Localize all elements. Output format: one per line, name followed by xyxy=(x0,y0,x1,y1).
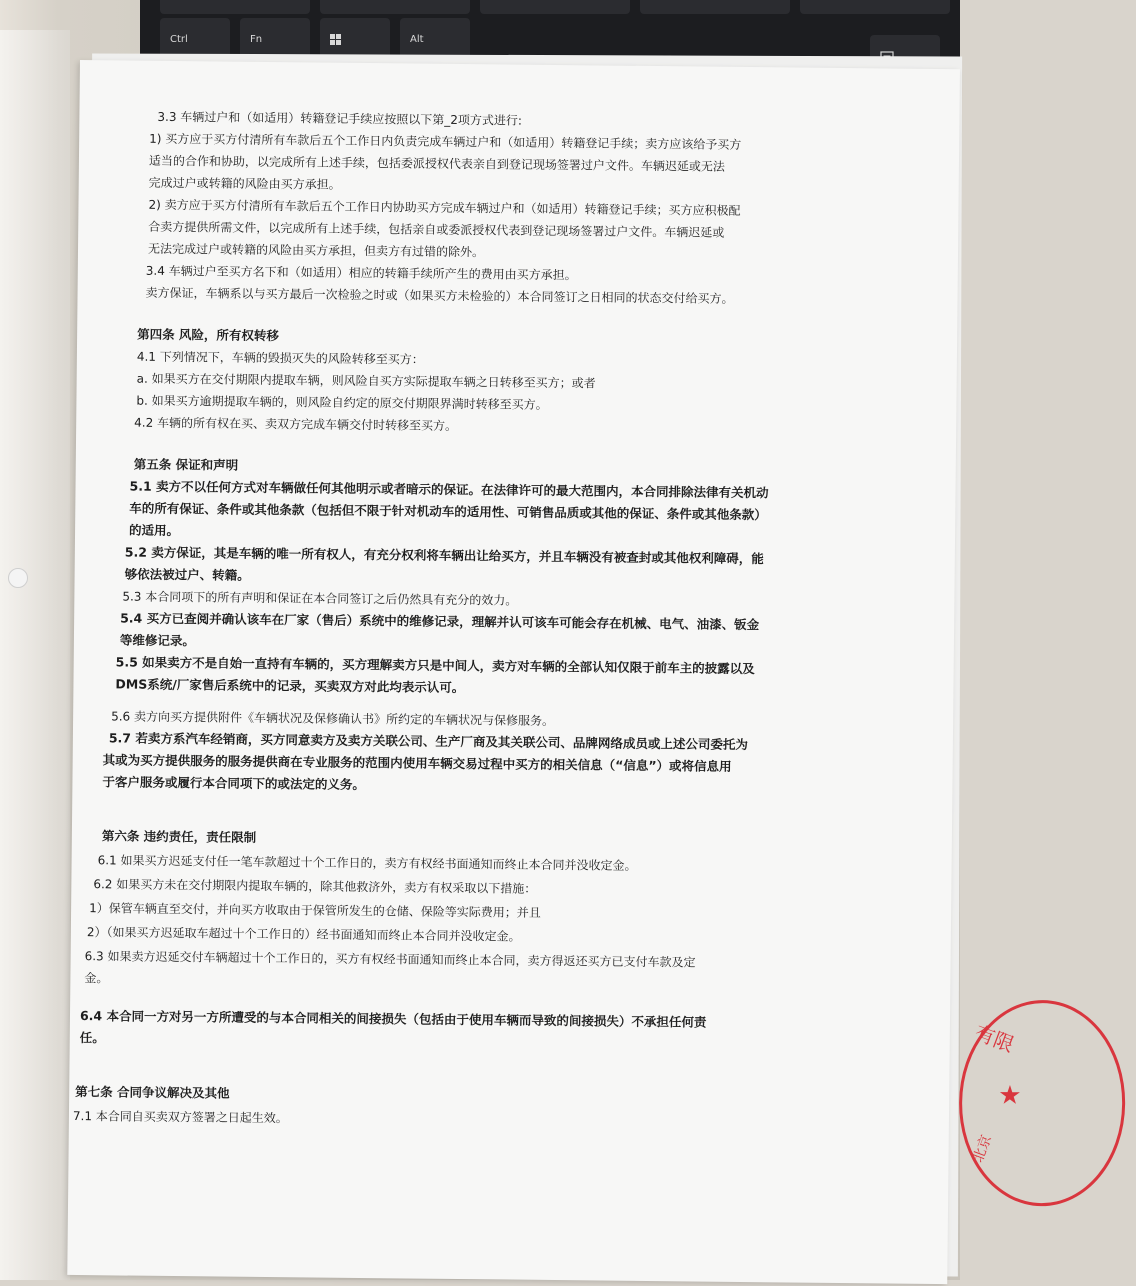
contract-line: 够依法被过户、转籍。 xyxy=(124,566,250,583)
section-heading: 第六条 违约责任，责任限制 xyxy=(101,828,257,845)
contract-line: 其或为买方提供服务的服务提供商在专业服务的范围内使用车辆交易过程中买方的相关信息（“信息”）或将信息用 xyxy=(102,752,732,774)
contract-line: 3.4 车辆过户至买方名下和（如适用）相应的转籍手续所产生的费用由买方承担。 xyxy=(145,263,577,283)
key-top-2 xyxy=(320,0,470,14)
contract-line: 5.4 买方已查阅并确认该车在厂家（售后）系统中的维修记录，理解并认可该车可能会存在机械、电气、油漆、钣金 xyxy=(120,610,760,633)
contract-line: 6.3 如果卖方迟延交付车辆超过十个工作日的，买方有权经书面通知而终止本合同，卖方得返还买方已支付车款及定 xyxy=(84,949,696,970)
contract-line: 6.1 如果买方迟延支付任一笔车款超过十个工作日的，卖方有权经书面通知而终止本合同并没收定金。 xyxy=(97,853,637,873)
contract-line: 适当的合作和协助，以完成所有上述手续，包括委派授权代表亲自到登记现场签署过户文件。车辆迟延或无法 xyxy=(148,153,726,174)
seal-star-icon: ★ xyxy=(998,1080,1022,1111)
contract-line: 5.6 卖方向买方提供附件《车辆状况及保修确认书》所约定的车辆状况与保修服务。 xyxy=(111,709,555,728)
contract-line: DMS系统/厂家售后系统中的记录，买卖双方对此均表示认可。 xyxy=(115,676,465,696)
seal-text-top: 有限 xyxy=(971,1020,1018,1057)
contract-line: 5.1 卖方不以任何方式对车辆做任何其他明示或者暗示的保证。在法律许可的最大范围内，本合同排除法律有关机动 xyxy=(129,478,769,501)
plastic-sleeve xyxy=(0,30,70,1280)
contract-line: 5.3 本合同项下的所有声明和保证在本合同签订之后仍然具有充分的效力。 xyxy=(122,589,518,608)
contract-line: b. 如果买方逾期提取车辆的，则风险自约定的原交付期限界满时转移至买方。 xyxy=(136,393,548,412)
contract-line: 合卖方提供所需文件，以完成所有上述手续，包括亲自或委派授权代表到登记现场签署过户文件。车辆迟延或 xyxy=(148,219,725,240)
contract-line: 完成过户或转籍的风险由买方承担。 xyxy=(148,175,341,192)
contract-line: 3.3 车辆过户和（如适用）转籍登记手续应按照以下第_2项方式进行: xyxy=(157,109,523,128)
ctrl-key-label: Ctrl xyxy=(170,34,188,45)
contract-line: 5.2 卖方保证，其是车辆的唯一所有权人，有充分权利将车辆出让给买方，并且车辆没有被查封或其他权利障碍，能 xyxy=(124,544,764,567)
key-top-5 xyxy=(800,0,950,14)
seal-text-side: 北京 xyxy=(970,1132,996,1165)
sleeve-button xyxy=(8,568,28,588)
contract-line: 4.2 车辆的所有权在买、卖双方完成车辆交付时转移至买方。 xyxy=(134,415,458,433)
contract-line: 金。 xyxy=(84,971,109,986)
contract-line: 的适用。 xyxy=(129,522,180,539)
contract-line: 无法完成过户或转籍的风险由买方承担，但卖方有过错的除外。 xyxy=(147,241,485,260)
section-heading: 第五条 保证和声明 xyxy=(133,456,239,473)
key-top-4 xyxy=(640,0,790,14)
alt-key-label: Alt xyxy=(410,34,424,45)
contract-line: a. 如果买方在交付期限内提取车辆，则风险自买方实际提取车辆之日转移至买方；或者 xyxy=(136,371,596,391)
contract-line: 7.1 本合同自买卖双方签署之日起生效。 xyxy=(72,1108,288,1126)
contract-line: 2) 卖方应于买方付清所有车款后五个工作日内协助买方完成车辆过户和（如适用）转籍登记手续；买方应积极配 xyxy=(148,197,741,218)
contract-line: 6.4 本合同一方对另一方所遭受的与本合同相关的间接损失（包括由于使用车辆而导致的间接损失）不承担任何责 xyxy=(79,1008,707,1030)
contract-line: 卖方保证，车辆系以与买方最后一次检验之时或（如果买方未检验的）本合同签订之日相同的状态交付给买方。 xyxy=(145,285,734,306)
contract-line: 于客户服务或履行本合同项下的或法定的义务。 xyxy=(102,774,366,793)
contract-line: 车的所有保证、条件或其他条款（包括但不限于针对机动车的适用性、可销售品质或其他的保证、条件或其他条款） xyxy=(129,500,767,523)
contract-line: 任。 xyxy=(79,1030,105,1046)
contract-line: 1) 买方应于买方付清所有车款后五个工作日内负责完成车辆过户和（如适用）转籍登记手续；卖方应该给予买方 xyxy=(149,131,742,152)
windows-icon xyxy=(330,34,342,49)
contract-line: 1）保管车辆直至交付，并向买方收取由于保管所发生的仓储、保险等实际费用；并且 xyxy=(89,901,541,920)
contract-line: 5.7 若卖方系汽车经销商，买方同意卖方及卖方关联公司、生产厂商及其关联公司、品牌网络成员或上述公司委托为 xyxy=(108,730,748,753)
company-seal xyxy=(958,999,1126,1207)
section-heading: 第七条 合同争议解决及其他 xyxy=(75,1084,230,1101)
key-top-1 xyxy=(160,0,310,14)
contract-line: 5.5 如果卖方不是自始一直持有车辆的，买方理解卖方只是中间人，卖方对车辆的全部认知仅限于前车主的披露以及 xyxy=(115,654,755,677)
key-top-3 xyxy=(480,0,630,14)
fn-key-label: Fn xyxy=(250,34,263,45)
contract-line: 4.1 下列情况下，车辆的毁损灭失的风险转移至买方： xyxy=(136,349,424,367)
contract-line: 6.2 如果买方未在交付期限内提取车辆的，除其他救济外，卖方有权采取以下措施： xyxy=(93,877,537,896)
contract-page xyxy=(67,60,1022,1284)
contract-line: 等维修记录。 xyxy=(119,632,196,649)
contract-line: 2）（如果买方迟延取车超过十个工作日的）经书面通知而终止本合同并没收定金。 xyxy=(86,925,521,944)
section-heading: 第四条 风险，所有权转移 xyxy=(137,326,280,344)
